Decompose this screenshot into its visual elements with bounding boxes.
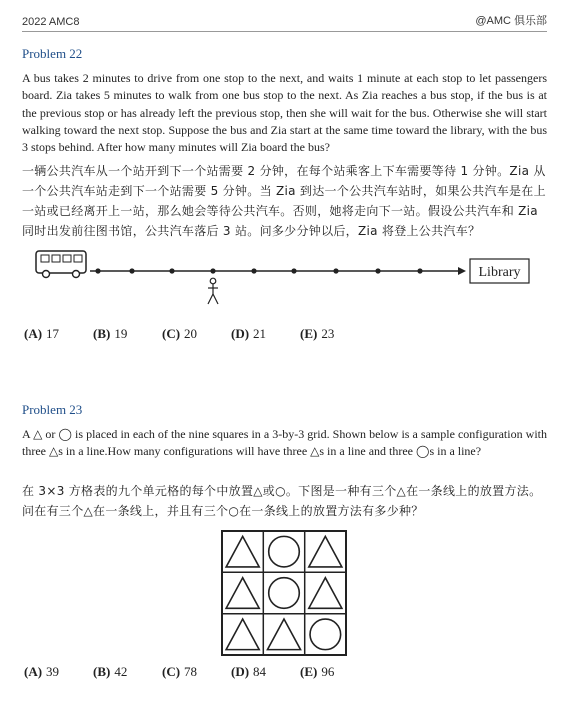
choice-c: (C) 78: [162, 664, 198, 679]
problem-22-chinese: 一辆公共汽车从一个站开到下一个站需要 2 分钟，在每个站乘客上下车需要等待 1 分钟。Zia 从一个公共汽车站走到下一个站需要 5 分钟。当 Zia 到达一个公共汽车站时，如果公共汽车是在上一站或已经离开上一站，那么她会等待公共汽车。否则，她将走向下一站。假设公共汽车和 Zia 同时出发前往图书馆，公共汽车落后 3 站。问多少分钟以后，Zia 将登上公共汽车？: [22, 164, 546, 238]
triangle-icon: [226, 536, 259, 567]
walking-person-icon: [208, 278, 218, 304]
problem-22-choices: [24, 326, 369, 342]
triangle-icon: [309, 578, 342, 609]
problem-23-choices: [24, 664, 369, 680]
choice-d: (D) 21: [231, 326, 267, 341]
grid-outer-border: [222, 531, 346, 655]
choice-b: (B) 19: [93, 326, 128, 341]
library-box: [470, 259, 529, 283]
header-left: 2022 AMC8: [22, 16, 80, 28]
library-label: Library: [478, 265, 521, 280]
circle-icon: [310, 619, 341, 650]
choice-a: (A) 17: [24, 326, 60, 341]
choice-e: (E) 23: [300, 326, 335, 341]
shape-grid-figure: [221, 530, 347, 656]
choice-d: (D) 84: [231, 664, 267, 679]
triangle-icon: [226, 578, 259, 609]
circle-icon: [269, 578, 300, 609]
choice-e: (E) 96: [300, 664, 335, 679]
choice-a: (A) 39: [24, 664, 60, 679]
triangle-icon: [226, 619, 259, 650]
problem-23-chinese: 在 3×3 方格表的九个单元格的每个中放置△或○。下图是一种有三个△在一条线上的放置方法。问在有三个△在一条线上，并且有三个○在一条线上的放置方法有多少种？: [22, 484, 542, 518]
choice-c: (C) 20: [162, 326, 198, 341]
header-right: @AMC 俱乐部: [475, 15, 547, 27]
problem-22-english: A bus takes 2 minutes to drive from one stop to the next, and waits 1 minute at each stop to let passengers board. Zia takes 5 minutes to walk from one bus stop to the next. As Zia reaches a bus stop, if the bus is at the previous stop or has already left the previous stop, then she will wait for the bus. Otherwise she will start walking toward the next stop. Suppose the bus and Zia start at the same time toward the library, with the bus 3 stops behind. After how many minutes will Zia board the bus?: [22, 71, 547, 155]
problem-23-title: Problem 23: [22, 402, 83, 417]
page-header: [22, 8, 547, 32]
bus-icon: [36, 251, 86, 278]
circle-icon: [269, 536, 300, 567]
bus-route-diagram: [30, 248, 540, 310]
triangle-icon: [309, 536, 342, 567]
triangle-icon: [267, 619, 300, 650]
problem-22-title: Problem 22: [22, 46, 83, 61]
choice-b: (B) 42: [93, 664, 128, 679]
problem-23-english: A △ or ◯ is placed in each of the nine squares in a 3-by-3 grid. Shown below is a sample configuration with three △s in a line.How many configurations will have three △s in a line and three ◯s in a line?: [22, 427, 547, 459]
route-arrow: [458, 267, 466, 275]
